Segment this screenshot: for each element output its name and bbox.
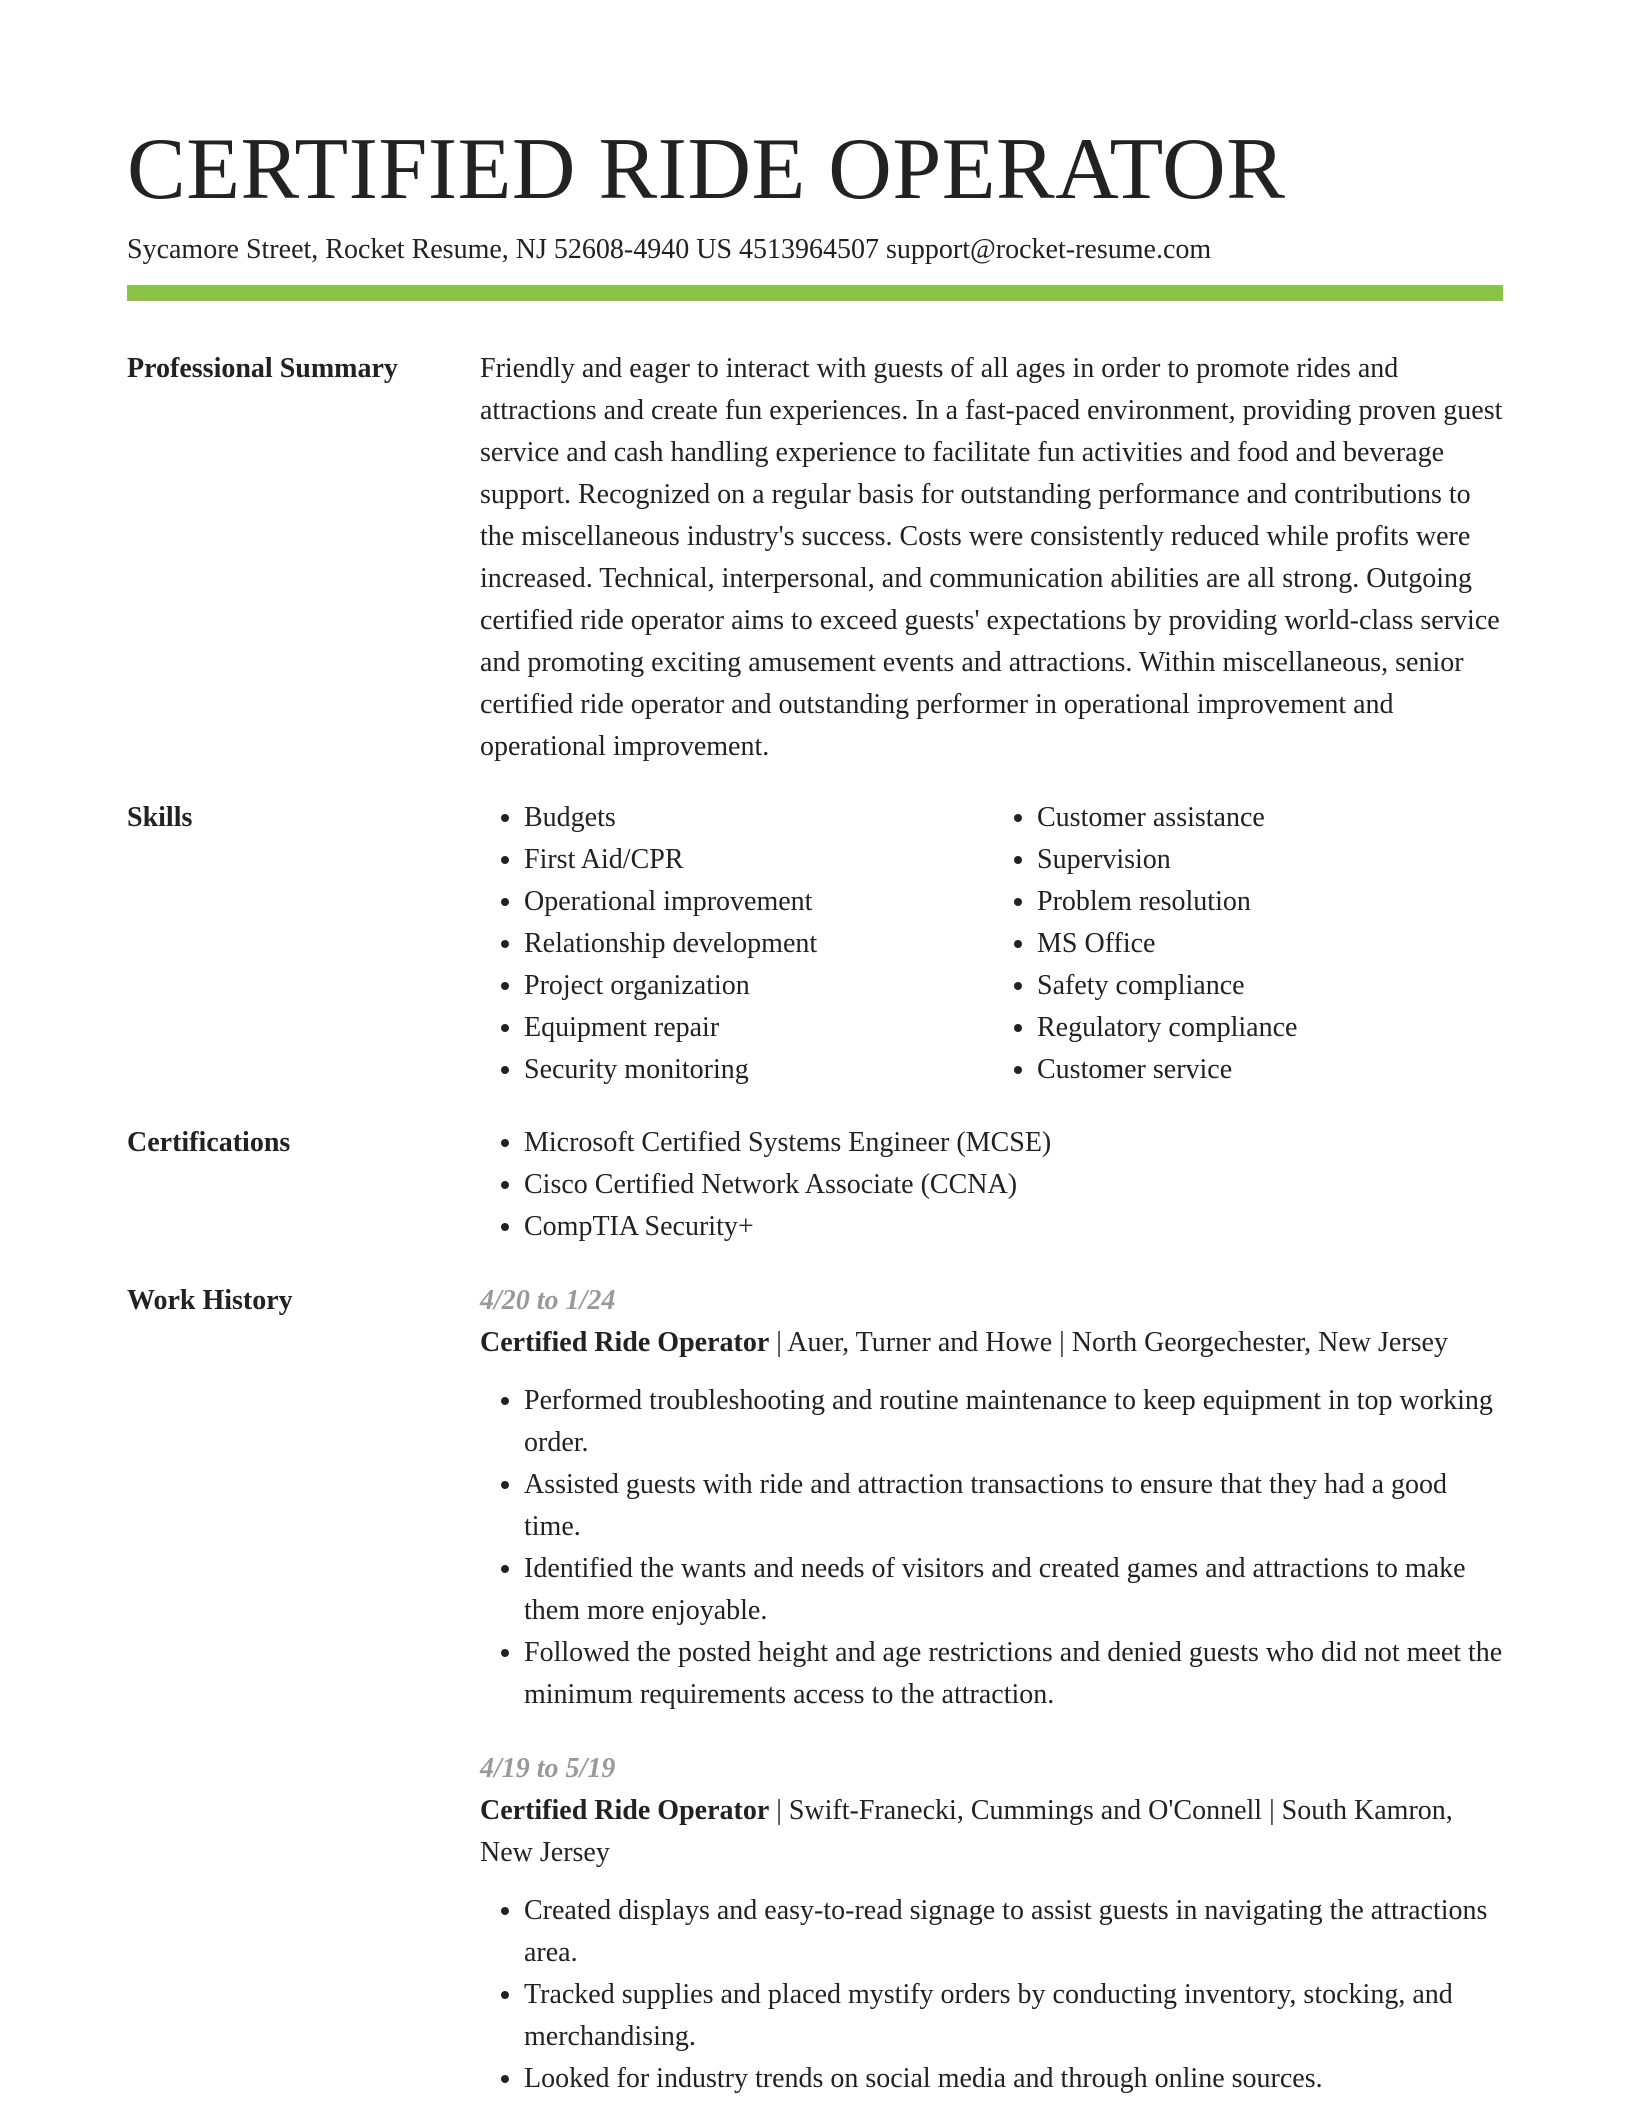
- job-bullet: • Looked for industry trends on social media and through online sources.: [524, 2058, 1506, 2100]
- job-bullet: • Identified the wants and needs of visitors and created games and attractions to make them more enjoyable.: [524, 1548, 1506, 1632]
- skill-item: • Problem resolution: [1037, 881, 1506, 923]
- section-title-certifications: Certifications: [127, 1127, 291, 1158]
- job-dates: 4/20 to 1/24: [480, 1285, 616, 1316]
- job-entry: [480, 1280, 1506, 1716]
- job-title: Certified Ride Operator: [480, 1795, 770, 1826]
- skill-item: • Supervision: [1037, 839, 1506, 881]
- section-title-summary: Professional Summary: [127, 353, 398, 384]
- certification-item: • Microsoft Certified Systems Engineer (MCSE): [524, 1122, 1506, 1164]
- skill-item: • Regulatory compliance: [1037, 1007, 1506, 1049]
- job-bullet: • Performed troubleshooting and routine maintenance to keep equipment in top working order.: [524, 1380, 1506, 1464]
- skill-item: • Customer assistance: [1037, 797, 1506, 839]
- section-title-skills: Skills: [127, 802, 193, 833]
- skill-item: • Customer service: [1037, 1049, 1506, 1091]
- work-history-section: [480, 1280, 1506, 2100]
- summary-text: Friendly and eager to interact with guests of all ages in order to promote rides and attractions and create fun experiences. In a fast-paced environment, providing proven guest service and cash handling experience to facilitate fun activities and food and beverage support. Recognized on a regular basis for outstanding performance and contributions to the miscellaneous industry's success. Costs were consistently reduced while profits were increased. Technical, interpersonal, and communication abilities are all strong. Outgoing certified ride operator aims to exceed guests' expectations by providing world-class service and promoting exciting amusement events and attractions. Within miscellaneous, senior certified ride operator and outstanding performer in operational improvement and operational improvement.: [480, 353, 1503, 762]
- job-dates: 4/19 to 5/19: [480, 1753, 616, 1784]
- job-bullet: • Assisted guests with ride and attraction transactions to ensure that they had a good time.: [524, 1464, 1506, 1548]
- certifications-list: [480, 1122, 1506, 1248]
- certification-item: • CompTIA Security+: [524, 1206, 1506, 1248]
- skill-item: • Relationship development: [524, 923, 993, 965]
- skill-item: • Project organization: [524, 965, 993, 1007]
- job-employer-location: | Swift-Franecki, Cummings and O'Connell | South Kamron, New Jersey: [480, 1795, 1453, 1868]
- skill-item: • First Aid/CPR: [524, 839, 993, 881]
- skill-item: • Equipment repair: [524, 1007, 993, 1049]
- skill-item: • Safety compliance: [1037, 965, 1506, 1007]
- contact-line: Sycamore Street, Rocket Resume, NJ 52608-4940 US 4513964507 support@rocket-resume.com: [127, 234, 1212, 265]
- job-heading: [480, 1790, 1506, 1874]
- skills-list-left: [480, 797, 993, 1091]
- job-employer-location: | Auer, Turner and Howe | North Georgechester, New Jersey: [769, 1327, 1448, 1358]
- resume-name-heading: CERTIFIED RIDE OPERATOR: [127, 121, 1286, 218]
- job-bullet: • Created displays and easy-to-read signage to assist guests in navigating the attractions area.: [524, 1890, 1506, 1974]
- skill-item: • MS Office: [1037, 923, 1506, 965]
- summary-section: [480, 348, 1506, 768]
- job-bullet: • Tracked supplies and placed mystify orders by conducting inventory, stocking, and merchandising.: [524, 1974, 1506, 2058]
- job-heading: [480, 1322, 1506, 1364]
- section-title-work-history: Work History: [127, 1285, 293, 1316]
- job-bullet-list: [480, 1890, 1506, 2100]
- certifications-section: [480, 1122, 1506, 1248]
- skill-item: • Operational improvement: [524, 881, 993, 923]
- skill-item: • Security monitoring: [524, 1049, 993, 1091]
- accent-divider: [127, 285, 1503, 301]
- certification-item: • Cisco Certified Network Associate (CCNA): [524, 1164, 1506, 1206]
- skill-item: • Budgets: [524, 797, 993, 839]
- job-bullet: • Followed the posted height and age restrictions and denied guests who did not meet the minimum requirements access to the attraction.: [524, 1632, 1506, 1716]
- skills-list-right: [993, 797, 1506, 1091]
- job-entry: [480, 1748, 1506, 2100]
- job-bullet-list: [480, 1380, 1506, 1716]
- job-title: Certified Ride Operator: [480, 1327, 770, 1358]
- skills-section: [480, 797, 1506, 1091]
